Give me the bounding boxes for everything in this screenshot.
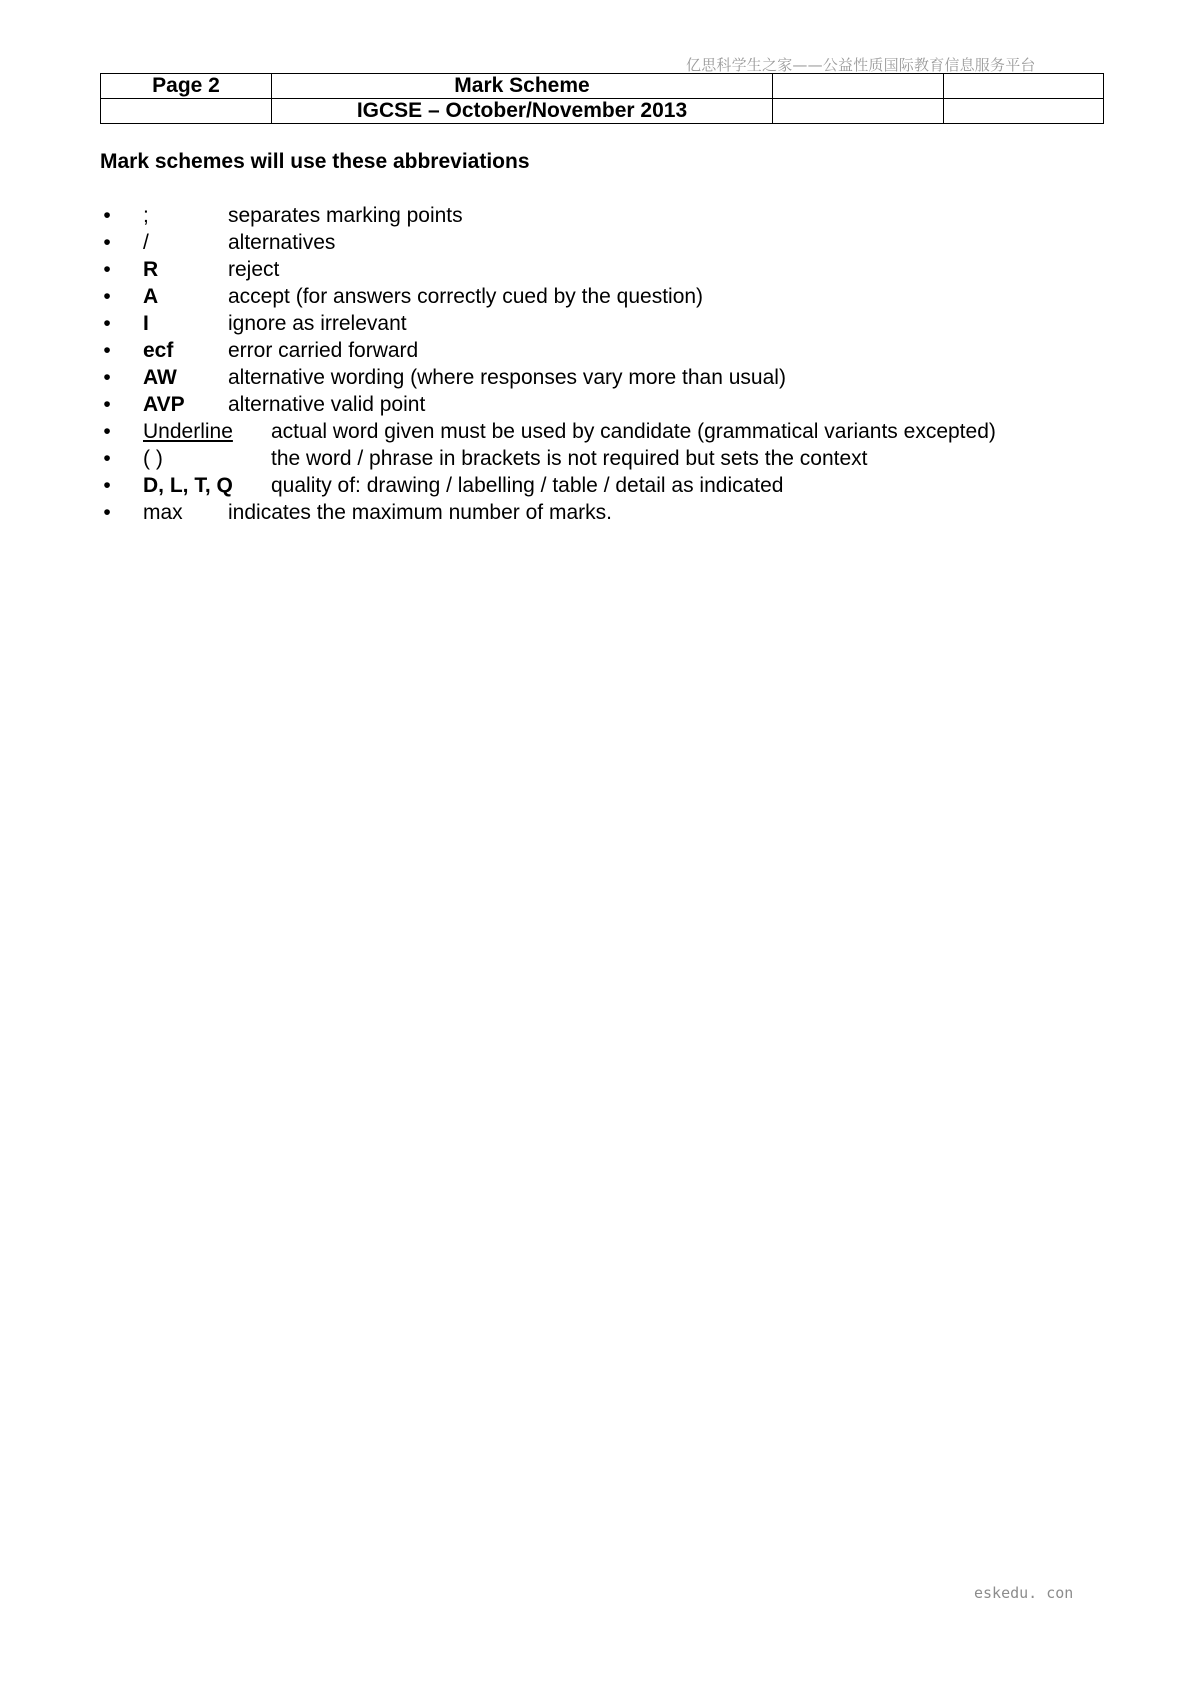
abbreviation: AVP: [143, 393, 185, 416]
abbreviation-description: reject: [228, 258, 280, 281]
list-item: [100, 229, 1100, 256]
bullet-icon: •: [103, 258, 111, 281]
list-item: [100, 391, 1100, 418]
abbreviation-list: [100, 202, 1100, 526]
list-item: [100, 202, 1100, 229]
abbreviation: ecf: [143, 339, 174, 362]
bullet-icon: •: [103, 339, 111, 362]
watermark-bottom: eskedu. con: [974, 1584, 1074, 1602]
header-row-1: [101, 74, 1104, 99]
abbreviation-description: error carried forward: [228, 339, 419, 362]
abbreviation: ;: [143, 204, 149, 227]
list-item: [100, 418, 1100, 445]
bullet-icon: •: [103, 420, 111, 443]
list-item: [100, 283, 1100, 310]
bullet-icon: •: [103, 231, 111, 254]
abbreviation: AW: [143, 366, 177, 389]
section-title: Mark schemes will use these abbreviations: [100, 150, 530, 173]
abbreviation-description: the word / phrase in brackets is not required but sets the context: [271, 447, 868, 470]
abbreviation: A: [143, 285, 159, 308]
empty-cell: [773, 99, 944, 124]
list-item: [100, 310, 1100, 337]
abbreviation-description: ignore as irrelevant: [228, 312, 407, 335]
abbreviation: Underline: [143, 420, 233, 443]
list-item: [100, 364, 1100, 391]
abbreviation-description: accept (for answers correctly cued by the question): [228, 285, 704, 308]
bullet-icon: •: [103, 447, 111, 470]
bullet-icon: •: [103, 501, 111, 524]
document-subtitle: IGCSE – October/November 2013: [272, 99, 773, 124]
abbreviation: D, L, T, Q: [143, 474, 233, 497]
abbreviation-description: actual word given must be used by candidate (grammatical variants excepted): [271, 420, 996, 443]
empty-cell: [944, 99, 1104, 124]
abbreviation-description: quality of: drawing / labelling / table / detail as indicated: [271, 474, 784, 497]
header-table: [100, 73, 1104, 124]
syllabus-cell: [773, 74, 944, 99]
empty-cell: [101, 99, 272, 124]
abbreviation: R: [143, 258, 159, 281]
abbreviation: max: [143, 501, 183, 524]
list-item: [100, 337, 1100, 364]
abbreviation-description: alternatives: [228, 231, 336, 254]
abbreviation: /: [143, 231, 149, 254]
list-item: [100, 499, 1100, 526]
bullet-icon: •: [103, 393, 111, 416]
header-row-2: [101, 99, 1104, 124]
abbreviation-description: indicates the maximum number of marks.: [228, 501, 612, 524]
abbreviation-description: separates marking points: [228, 204, 463, 227]
abbreviation-description: alternative valid point: [228, 393, 426, 416]
document-title: Mark Scheme: [272, 74, 773, 99]
abbreviation: I: [143, 312, 149, 335]
list-item: [100, 472, 1100, 499]
abbreviation-description: alternative wording (where responses vary more than usual): [228, 366, 786, 389]
paper-cell: [944, 74, 1104, 99]
page-label: Page 2: [101, 74, 272, 99]
bullet-icon: •: [103, 366, 111, 389]
bullet-icon: •: [103, 285, 111, 308]
bullet-icon: •: [103, 474, 111, 497]
list-item: [100, 445, 1100, 472]
bullet-icon: •: [103, 312, 111, 335]
watermark-top: 亿思科学生之家——公益性质国际教育信息服务平台: [686, 56, 1036, 74]
bullet-icon: •: [103, 204, 111, 227]
abbreviation: ( ): [143, 447, 163, 470]
list-item: [100, 256, 1100, 283]
